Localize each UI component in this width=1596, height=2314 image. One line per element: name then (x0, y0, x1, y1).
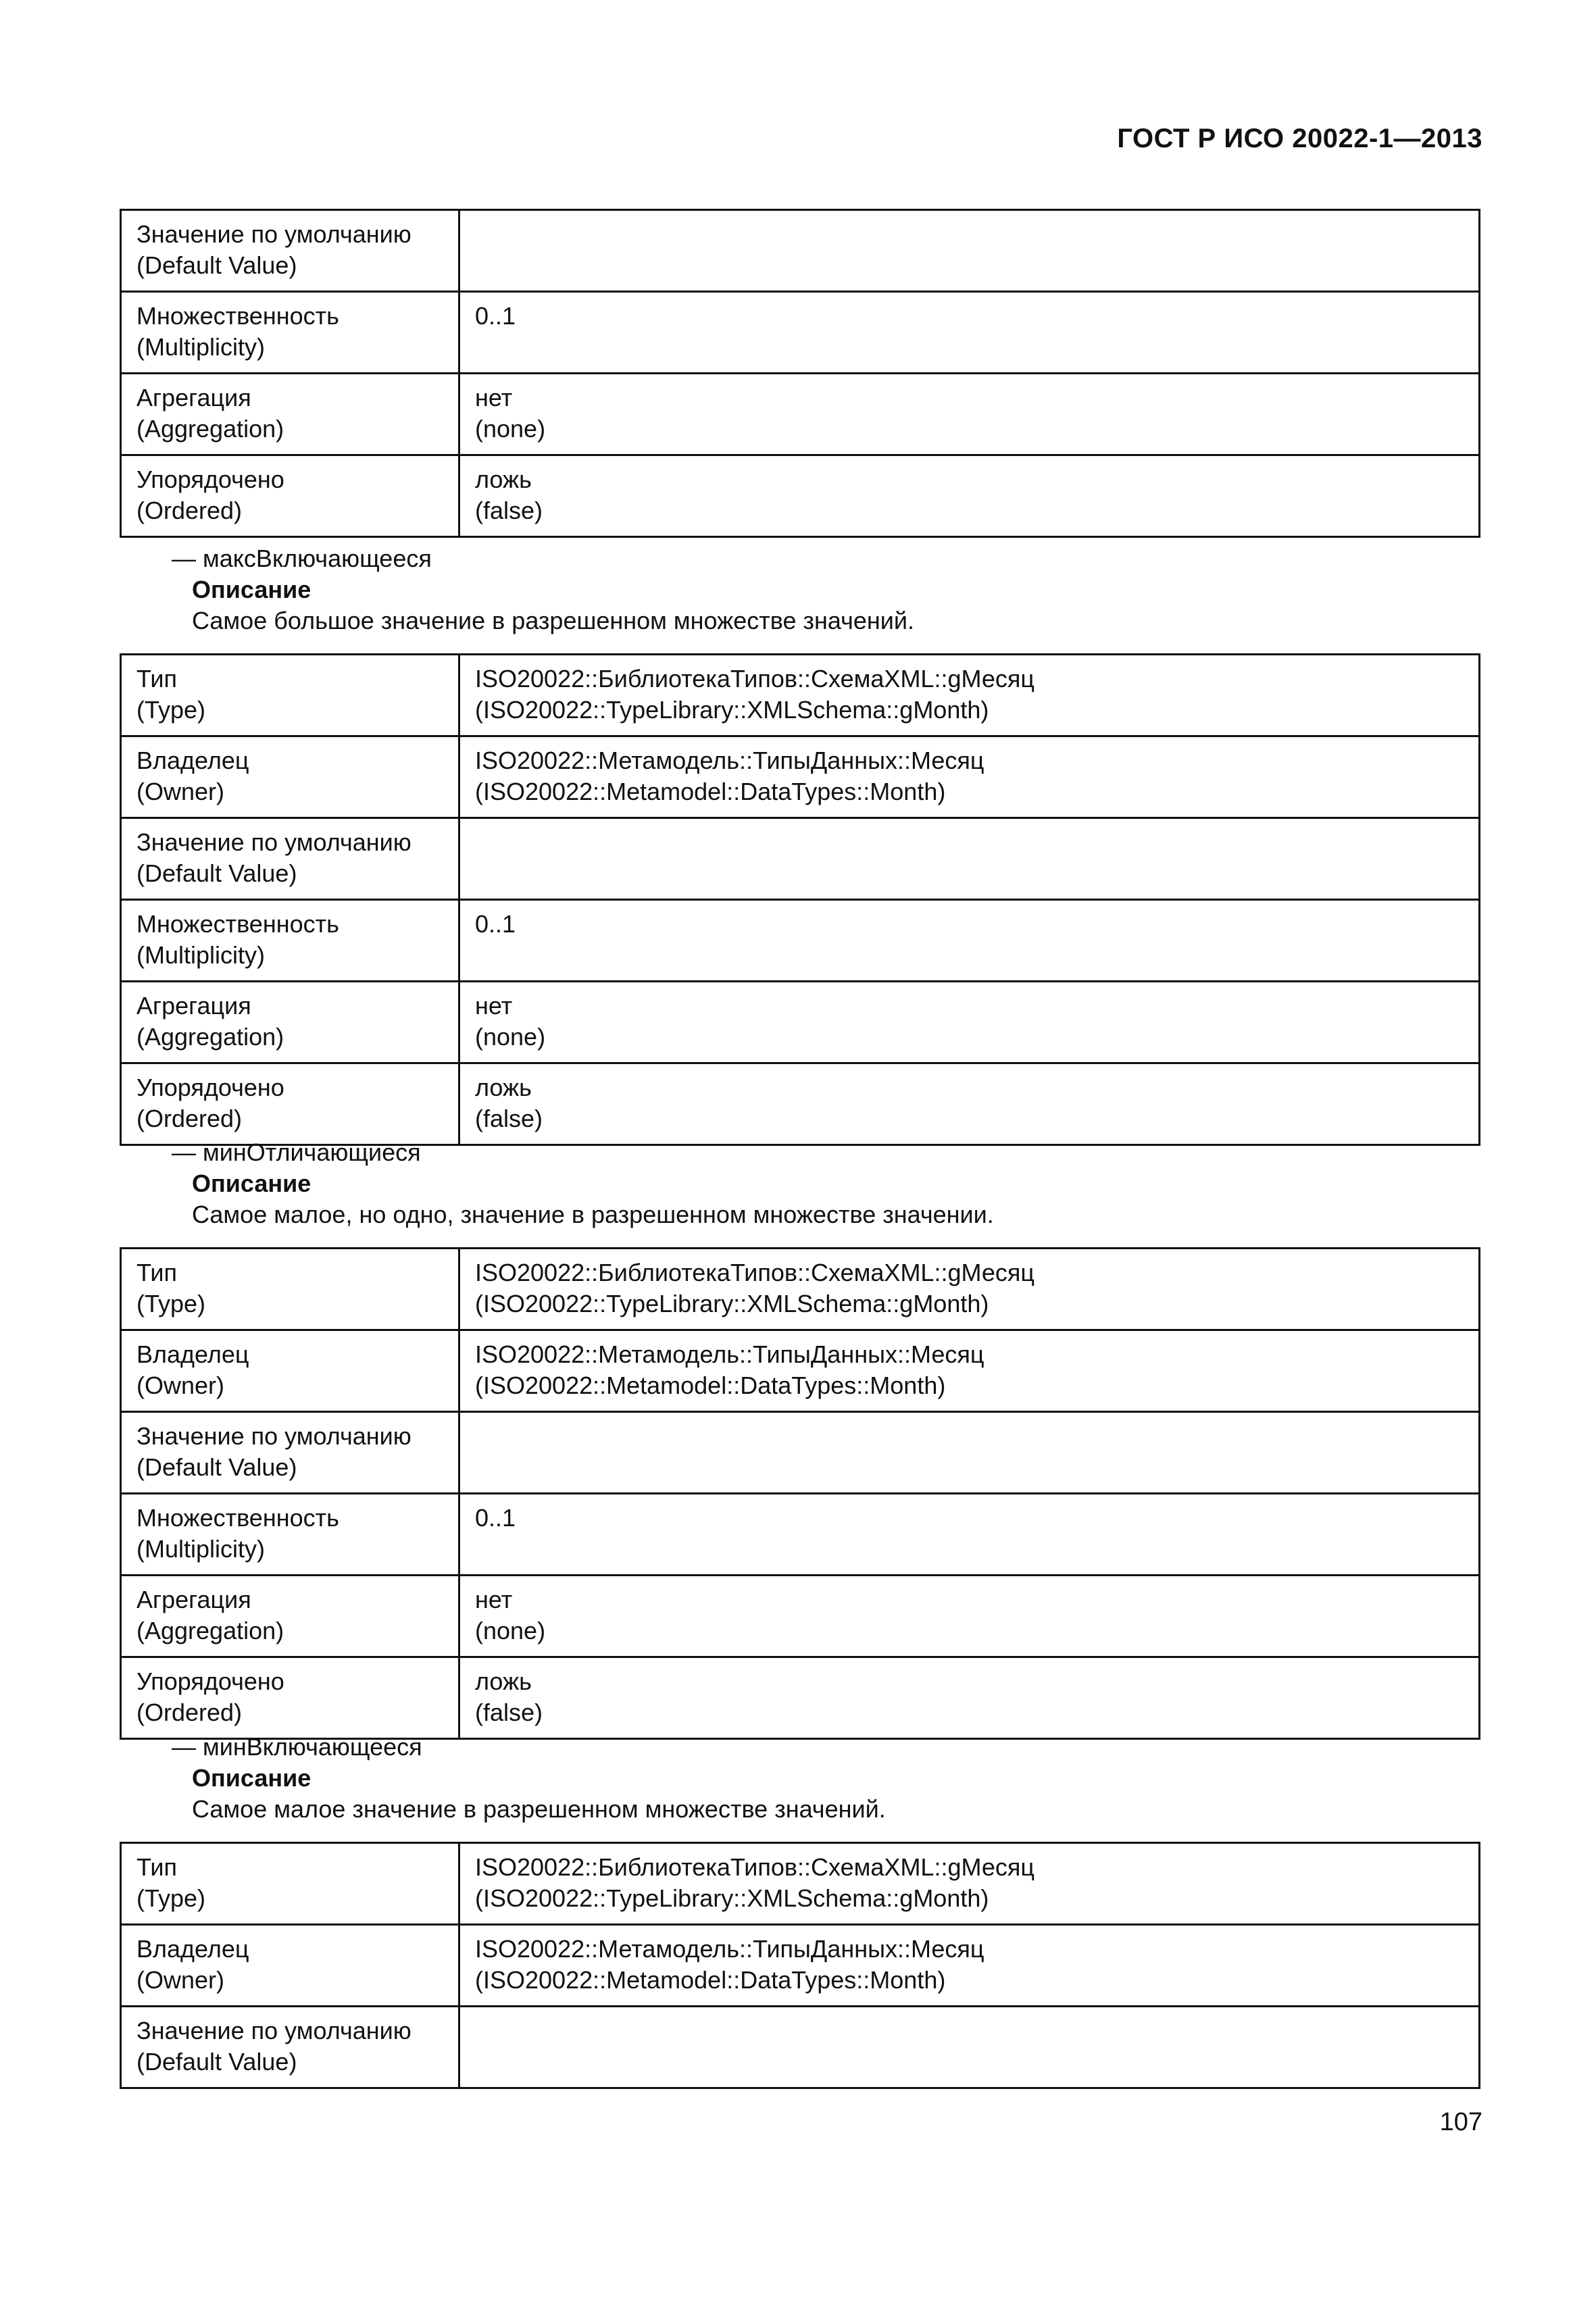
property-name-ru: Упорядочено (136, 466, 284, 493)
properties-table-continued (120, 209, 1480, 538)
table-row (121, 1494, 1480, 1576)
property-value-cell (459, 1330, 1480, 1412)
property-value-en: (false) (475, 1105, 543, 1132)
property-name-en: (Default Value) (136, 2048, 297, 2076)
property-value-ru: ложь (475, 1667, 532, 1695)
property-name-ru: Значение по умолчанию (136, 220, 412, 248)
property-name-cell (121, 1925, 459, 2007)
document-header: ГОСТ Р ИСО 20022-1—2013 (1117, 124, 1482, 153)
table-row (121, 1657, 1480, 1739)
property-value-ru: ложь (475, 1074, 532, 1101)
property-value-cell (459, 210, 1480, 292)
attribute-section (172, 1137, 994, 1230)
table-row (121, 1330, 1480, 1412)
properties-table (120, 209, 1480, 538)
table-row (121, 455, 1480, 537)
property-value-cell (459, 1412, 1480, 1494)
property-name-cell (121, 1412, 459, 1494)
property-name-en: (Default Value) (136, 1453, 297, 1481)
property-value-en: (none) (475, 415, 546, 443)
property-value-cell (459, 1657, 1480, 1739)
property-value-cell (459, 374, 1480, 455)
properties-table (120, 1247, 1480, 1740)
properties-table-min-exclusive (120, 1247, 1480, 1740)
property-name-ru: Множественность (136, 910, 339, 938)
property-name-cell (121, 210, 459, 292)
property-value-ru: ложь (475, 466, 532, 493)
property-value-ru: нет (475, 992, 513, 1020)
property-name-en: (Type) (136, 1884, 206, 1912)
property-value-ru: ISO20022::БиблиотекаТипов::СхемаXML::gМесяц (475, 1259, 1034, 1286)
properties-table (120, 1842, 1480, 2089)
description-text: Самое малое значение в разрешенном множестве значений. (192, 1795, 886, 1823)
property-value-ru: ISO20022::Метамодель::ТипыДанных::Месяц (475, 747, 984, 774)
property-value-cell (459, 1249, 1480, 1330)
properties-table-min-inclusive (120, 1842, 1480, 2089)
property-value-ru: 0..1 (475, 1504, 516, 1532)
property-name-ru: Тип (136, 1853, 178, 1881)
property-value-ru: ISO20022::БиблиотекаТипов::СхемаXML::gМесяц (475, 1853, 1034, 1881)
table-row (121, 1063, 1480, 1145)
property-name-en: (Multiplicity) (136, 941, 266, 969)
property-value-en: (ISO20022::TypeLibrary::XMLSchema::gMonth) (475, 1884, 989, 1912)
property-value-en: (ISO20022::Metamodel::DataTypes::Month) (475, 1372, 946, 1399)
property-value-en: (false) (475, 497, 543, 524)
property-name-cell (121, 374, 459, 455)
table-row (121, 736, 1480, 818)
table-row (121, 1843, 1480, 1925)
property-value-cell (459, 1494, 1480, 1576)
property-name-ru: Агрегация (136, 992, 251, 1020)
property-value-en: (ISO20022::TypeLibrary::XMLSchema::gMonth) (475, 696, 989, 724)
property-name-cell (121, 292, 459, 374)
property-name-en: (Default Value) (136, 251, 297, 279)
property-name-en: (Multiplicity) (136, 1535, 266, 1563)
property-value-en: (ISO20022::Metamodel::DataTypes::Month) (475, 1966, 946, 1994)
property-value-cell (459, 1576, 1480, 1657)
property-name-en: (Ordered) (136, 1105, 243, 1132)
property-name-ru: Упорядочено (136, 1667, 284, 1695)
table-row (121, 655, 1480, 736)
property-value-en: (ISO20022::TypeLibrary::XMLSchema::gMonth) (475, 1290, 989, 1317)
property-name-cell (121, 900, 459, 982)
description-heading: Описание (192, 1764, 311, 1792)
property-value-en: (ISO20022::Metamodel::DataTypes::Month) (475, 778, 946, 805)
property-name-en: (Owner) (136, 778, 225, 805)
properties-table (120, 653, 1480, 1146)
property-name-en: (Owner) (136, 1966, 225, 1994)
property-name-cell (121, 1843, 459, 1925)
table-row (121, 1412, 1480, 1494)
table-row (121, 292, 1480, 374)
property-value-cell (459, 1925, 1480, 2007)
property-name-ru: Агрегация (136, 384, 251, 411)
page-number: 107 (1439, 2108, 1482, 2136)
description-text: Самое большое значение в разрешенном множестве значений. (192, 607, 914, 634)
property-value-ru: нет (475, 1586, 513, 1613)
property-value-cell (459, 1063, 1480, 1145)
description-heading: Описание (192, 1169, 311, 1197)
property-value-cell (459, 818, 1480, 900)
property-name-en: (Ordered) (136, 497, 243, 524)
property-value-ru: ISO20022::Метамодель::ТипыДанных::Месяц (475, 1935, 984, 1963)
property-name-cell (121, 1330, 459, 1412)
property-value-ru: ISO20022::Метамодель::ТипыДанных::Месяц (475, 1340, 984, 1368)
property-name-ru: Владелец (136, 747, 249, 774)
property-name-en: (Multiplicity) (136, 333, 266, 361)
property-name-en: (Aggregation) (136, 1617, 284, 1644)
attribute-section (172, 1732, 886, 1825)
property-value-cell (459, 982, 1480, 1063)
property-name-en: (Type) (136, 1290, 206, 1317)
property-name-ru: Множественность (136, 1504, 339, 1532)
property-name-ru: Владелец (136, 1340, 249, 1368)
property-name-cell (121, 2007, 459, 2088)
property-value-ru: нет (475, 384, 513, 411)
property-name-ru: Упорядочено (136, 1074, 284, 1101)
property-value-cell (459, 900, 1480, 982)
attribute-section (172, 543, 914, 636)
property-name-cell (121, 1249, 459, 1330)
property-name-ru: Владелец (136, 1935, 249, 1963)
table-row (121, 1925, 1480, 2007)
property-name-ru: Значение по умолчанию (136, 1422, 412, 1450)
attribute-name: — минВключающееся (172, 1733, 422, 1761)
property-name-cell (121, 1494, 459, 1576)
property-value-en: (none) (475, 1617, 546, 1644)
property-value-ru: ISO20022::БиблиотекаТипов::СхемаXML::gМесяц (475, 665, 1034, 693)
property-value-cell (459, 655, 1480, 736)
property-value-en: (false) (475, 1699, 543, 1726)
property-name-ru: Множественность (136, 302, 339, 330)
table-row (121, 210, 1480, 292)
attribute-name: — максВключающееся (172, 545, 432, 572)
property-name-en: (Default Value) (136, 859, 297, 887)
description-text: Самое малое, но одно, значение в разрешенном множестве значении. (192, 1201, 994, 1228)
property-name-en: (Ordered) (136, 1699, 243, 1726)
property-name-ru: Агрегация (136, 1586, 251, 1613)
property-name-ru: Тип (136, 1259, 178, 1286)
property-value-cell (459, 736, 1480, 818)
property-name-cell (121, 1063, 459, 1145)
property-name-cell (121, 1657, 459, 1739)
attribute-name: — минОтличающиеся (172, 1138, 421, 1166)
property-value-cell (459, 2007, 1480, 2088)
property-name-cell (121, 655, 459, 736)
property-name-en: (Owner) (136, 1372, 225, 1399)
property-name-cell (121, 818, 459, 900)
table-row (121, 982, 1480, 1063)
property-name-en: (Type) (136, 696, 206, 724)
property-name-cell (121, 736, 459, 818)
table-row (121, 1576, 1480, 1657)
property-value-ru: 0..1 (475, 302, 516, 330)
table-row (121, 2007, 1480, 2088)
property-value-en: (none) (475, 1023, 546, 1051)
property-name-ru: Значение по умолчанию (136, 828, 412, 856)
property-name-ru: Тип (136, 665, 178, 693)
description-heading: Описание (192, 576, 311, 603)
properties-table-max-inclusive (120, 653, 1480, 1146)
table-row (121, 818, 1480, 900)
property-value-cell (459, 455, 1480, 537)
table-row (121, 374, 1480, 455)
property-value-cell (459, 1843, 1480, 1925)
property-name-en: (Aggregation) (136, 415, 284, 443)
property-name-cell (121, 982, 459, 1063)
table-row (121, 1249, 1480, 1330)
property-value-cell (459, 292, 1480, 374)
table-row (121, 900, 1480, 982)
property-name-en: (Aggregation) (136, 1023, 284, 1051)
property-name-cell (121, 1576, 459, 1657)
property-value-ru: 0..1 (475, 910, 516, 938)
property-name-ru: Значение по умолчанию (136, 2017, 412, 2044)
property-name-cell (121, 455, 459, 537)
